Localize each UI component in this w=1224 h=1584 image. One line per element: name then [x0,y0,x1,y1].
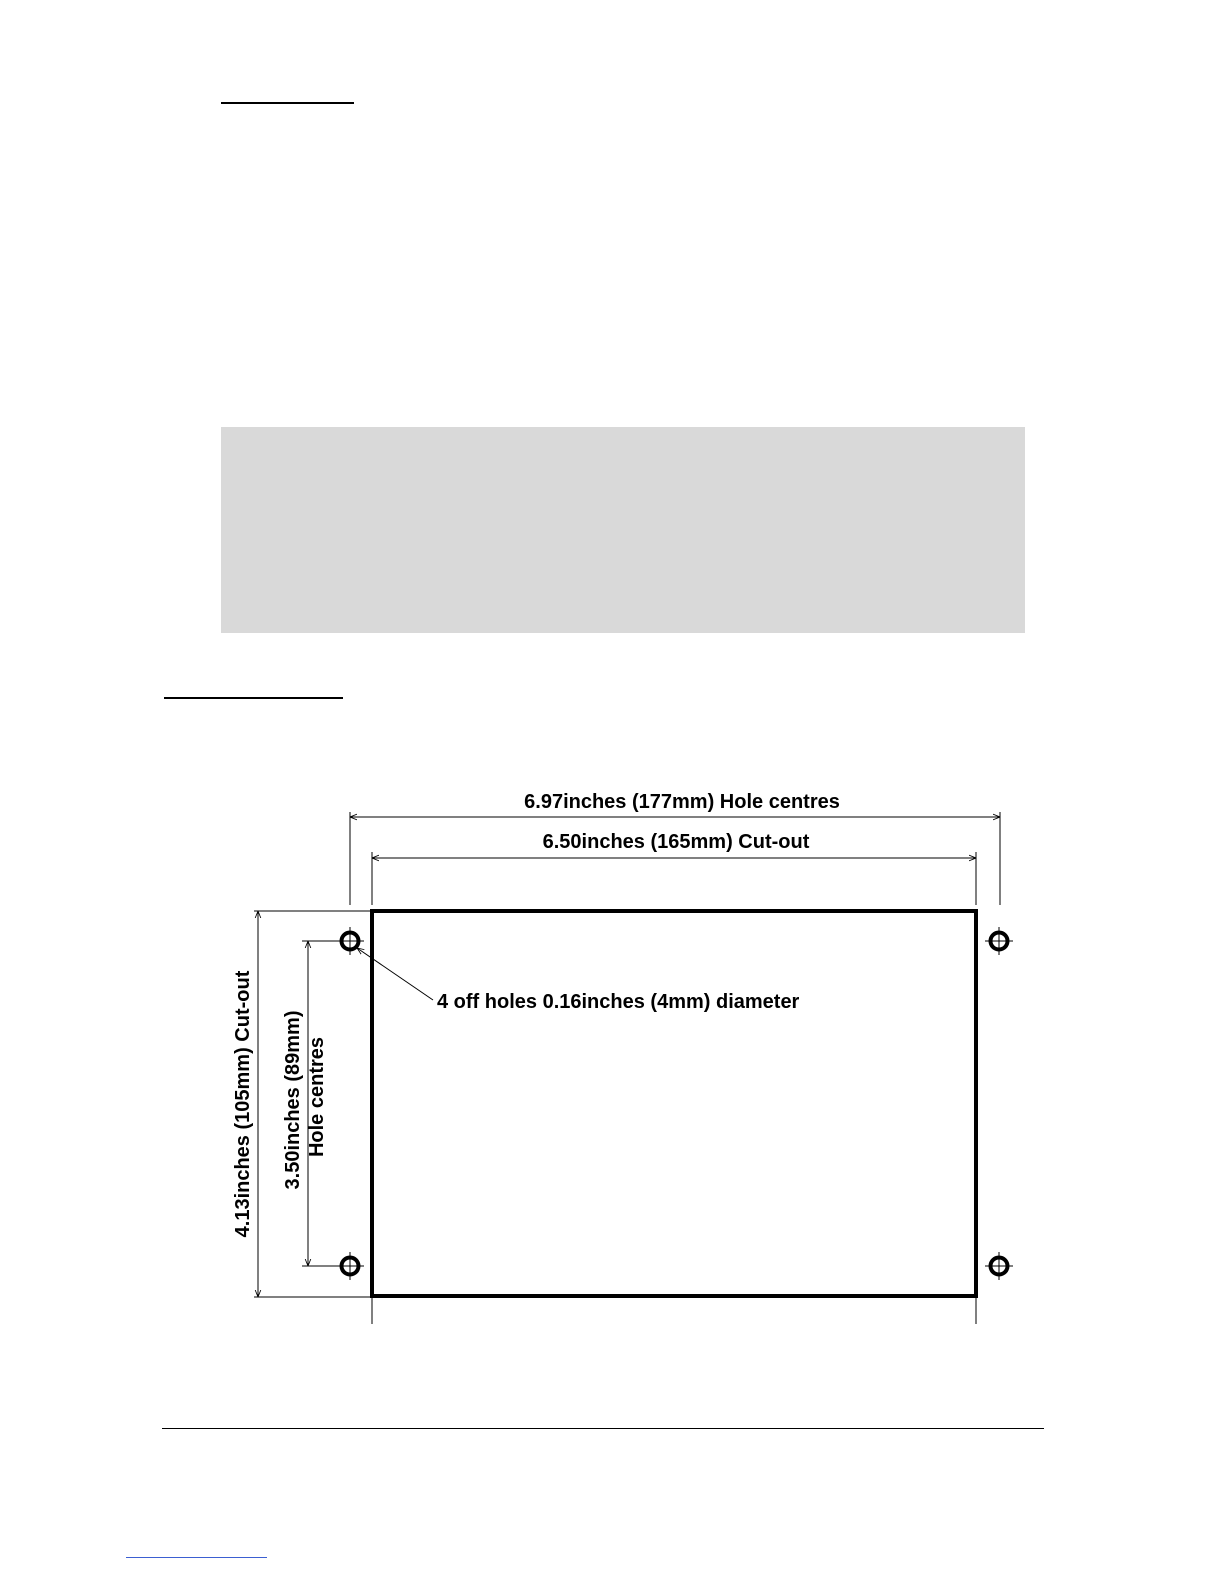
cutout-width-label: 6.50inches (165mm) Cut-out [542,831,810,853]
mounting-hole-bottom-left [336,1252,364,1280]
cutout-rectangle [372,911,976,1296]
hole-centres-vertical-label-line1: 3.50inches (89mm) [282,1010,304,1190]
cutout-width-dimension [372,852,976,1324]
footer-rule [162,1428,1044,1429]
mounting-hole-top-left [336,927,364,955]
holes-note-label: 4 off holes 0.16inches (4mm) diameter [437,991,800,1013]
hole-centres-horizontal-label: 6.97inches (177mm) Hole centres [524,791,840,813]
footer-link-underline [126,1557,267,1558]
mounting-hole-bottom-right [985,1252,1013,1280]
mounting-hole-top-right [985,927,1013,955]
cutout-height-label: 4.13inches (105mm) Cut-out [232,970,254,1238]
hole-centres-vertical-label-line2: Hole centres [306,1036,328,1158]
holes-note-leader [357,948,433,1000]
